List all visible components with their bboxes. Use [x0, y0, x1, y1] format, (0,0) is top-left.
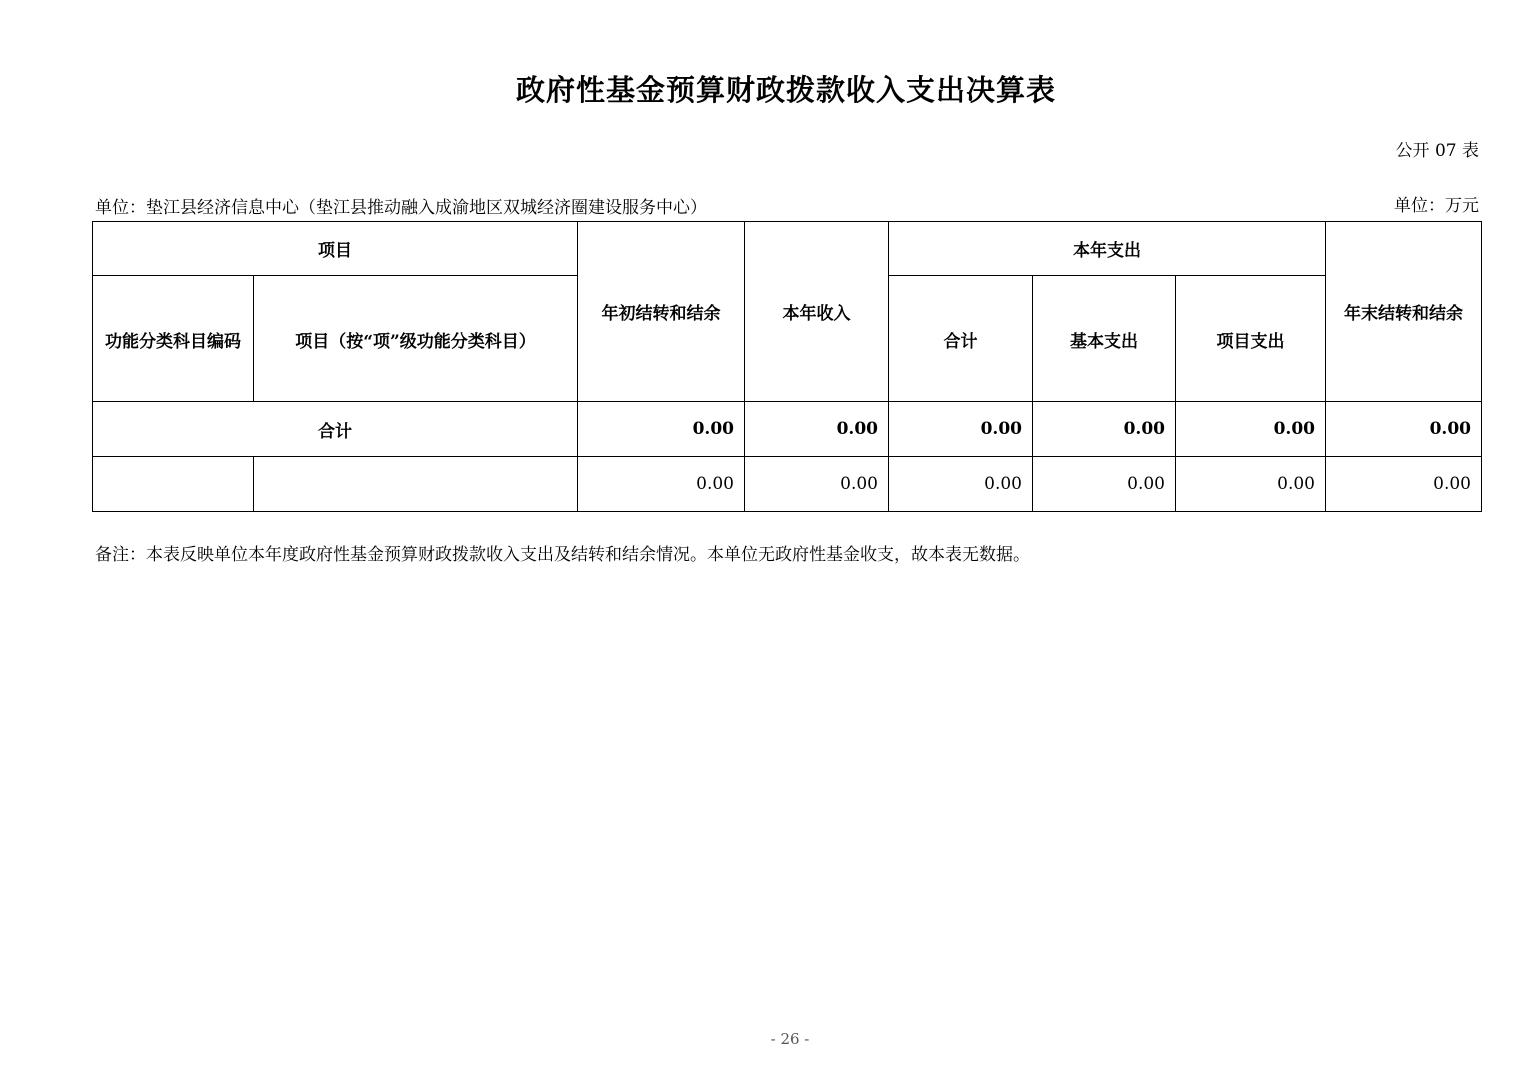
total-row: [93, 402, 1482, 457]
page-number: - 26 -: [770, 1030, 810, 1048]
header-item-name-label: 项目（按“项”级功能分类科目）: [295, 332, 536, 352]
header-func-code: [93, 276, 254, 402]
unit-currency: 单位：万元: [1394, 196, 1479, 216]
table-note: 备注：本表反映单位本年度政府性基金预算财政拨款收入支出及结转和结余情况。本单位无政府性基金收支，故本表无数据。: [95, 545, 1030, 565]
header-item-name: [254, 276, 578, 402]
header-expense-total: [889, 276, 1033, 402]
row-income: 0.00: [745, 457, 889, 512]
form-number: 公开 07 表: [1395, 141, 1479, 161]
header-basic-expense: [1033, 276, 1176, 402]
row-project-expense: 0.00: [1176, 457, 1326, 512]
total-opening-balance: 0.00: [578, 402, 745, 457]
row-item-name: [254, 457, 578, 512]
header-project-expense-label: 项目支出: [1216, 332, 1285, 352]
total-project-expense: 0.00: [1176, 402, 1326, 457]
total-basic-expense: 0.00: [1033, 402, 1176, 457]
page-title: 政府性基金预算财政拨款收入支出决算表: [515, 73, 1056, 107]
header-expense-group: 本年支出: [889, 222, 1326, 276]
row-opening-balance: 0.00: [578, 457, 745, 512]
unit-organization: 单位：垫江县经济信息中心（垫江县推动融入成渝地区双城经济圈建设服务中心）: [95, 198, 707, 218]
total-closing-balance: 0.00: [1326, 402, 1482, 457]
row-func-code: [93, 457, 254, 512]
total-expense: 0.00: [889, 402, 1033, 457]
table-row: [93, 457, 1482, 512]
header-item-group: 项目: [93, 222, 578, 276]
header-expense-total-label: 合计: [943, 332, 978, 352]
total-income: 0.00: [745, 402, 889, 457]
header-func-code-label: 功能分类科目编码: [105, 332, 241, 352]
row-expense: 0.00: [889, 457, 1033, 512]
header-row-1: [93, 222, 1482, 276]
row-closing-balance: 0.00: [1326, 457, 1482, 512]
header-basic-expense-label: 基本支出: [1070, 332, 1138, 352]
row-basic-expense: 0.00: [1033, 457, 1176, 512]
header-project-expense: [1176, 276, 1326, 402]
header-opening-balance: 年初结转和结余: [578, 222, 745, 402]
total-label: 合计: [93, 402, 578, 457]
header-closing-balance: 年末结转和结余: [1326, 222, 1482, 402]
budget-table: [92, 221, 1482, 512]
header-income: 本年收入: [745, 222, 889, 402]
